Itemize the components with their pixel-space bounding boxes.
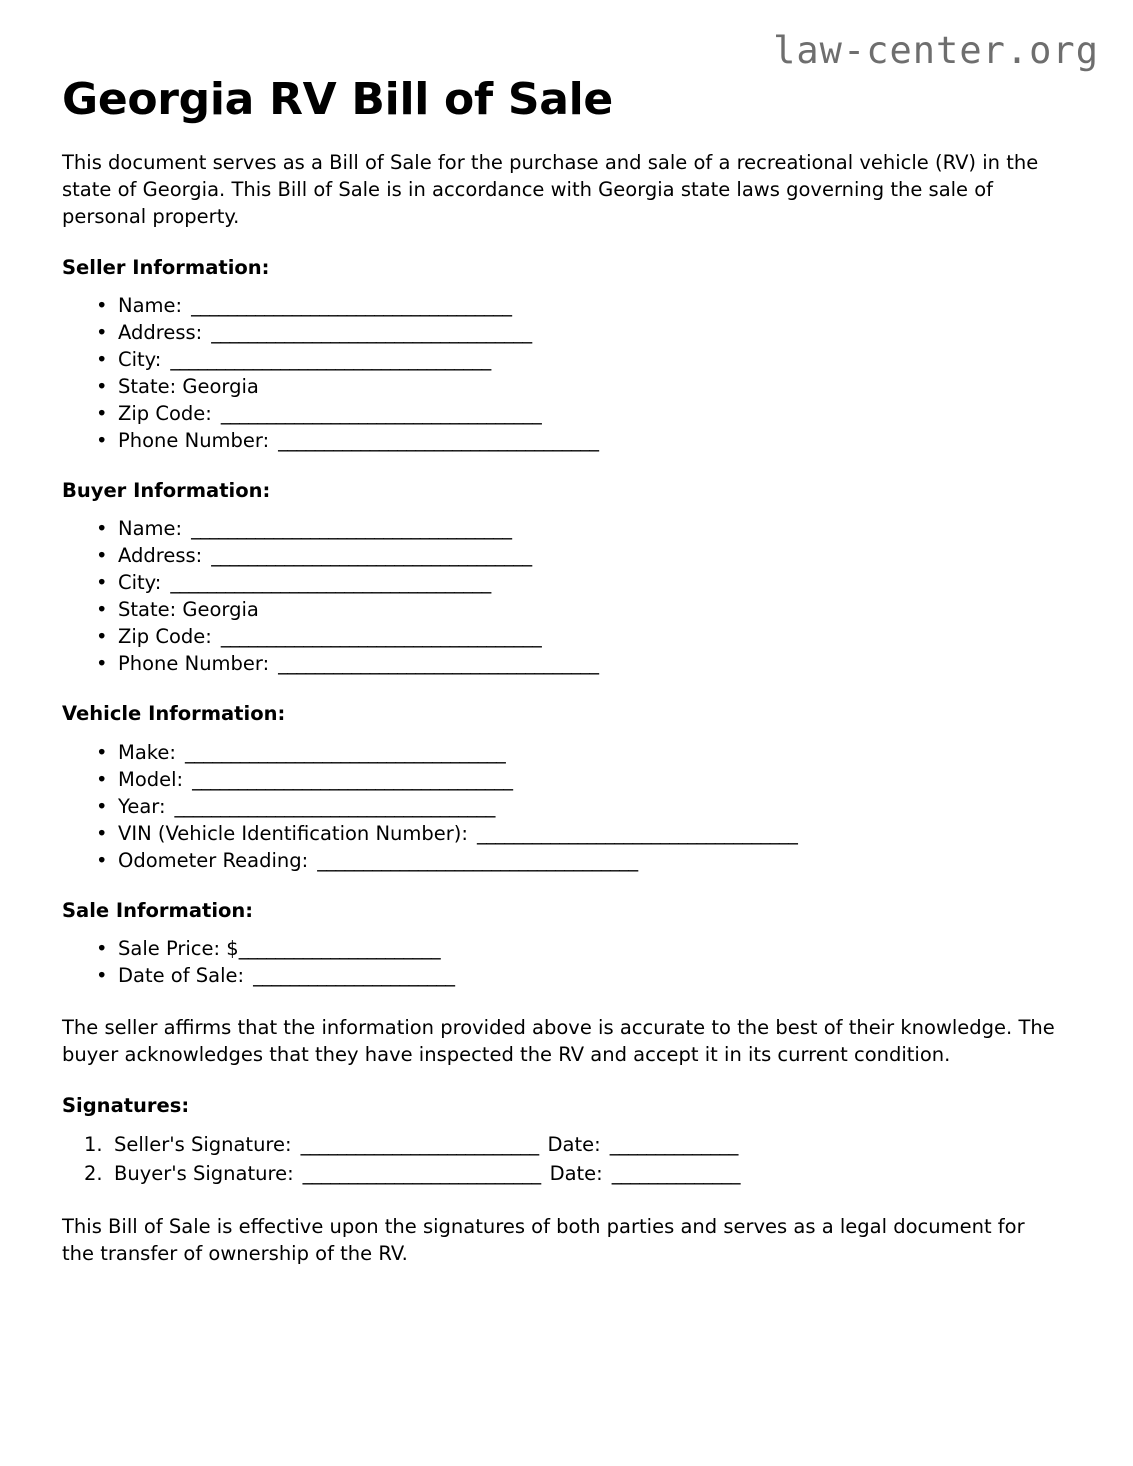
seller-information-heading: Seller Information:	[62, 255, 270, 279]
field-blank[interactable]: ______________________	[253, 964, 455, 988]
field-label: Date of Sale:	[118, 964, 245, 988]
date-blank[interactable]: ______________	[609, 1133, 738, 1157]
intro-paragraph: This document serves as a Bill of Sale for the purchase and sale of a recreational vehicle (RV) in the state of Georgia. This Bill of Sale is in accordance with Georgia state laws governing the sale of personal property.	[62, 151, 1039, 228]
bullet-icon: •	[96, 937, 108, 961]
field-label: Address:	[118, 321, 203, 345]
date-label: Date:	[549, 1162, 603, 1186]
field-label: Address:	[118, 544, 203, 568]
signature-blank[interactable]: __________________________	[302, 1162, 541, 1186]
bullet-icon: •	[96, 517, 108, 541]
field-label: City:	[118, 348, 162, 372]
bullet-icon: •	[96, 402, 108, 426]
field-blank[interactable]: ___________________________________	[220, 402, 542, 426]
signatures-list	[62, 1130, 1071, 1188]
field-label: State: Georgia	[118, 375, 259, 399]
bullet-icon: •	[96, 348, 108, 372]
bullet-icon: •	[96, 740, 108, 764]
list-item	[96, 650, 1071, 677]
list-item	[96, 346, 1071, 373]
list-item	[96, 542, 1071, 569]
page-title: Georgia RV Bill of Sale	[62, 74, 613, 125]
signature-label: Buyer's Signature:	[114, 1162, 294, 1186]
field-label: Odometer Reading:	[118, 848, 309, 872]
field-blank[interactable]: ___________________________________	[278, 652, 599, 676]
list-item	[96, 793, 1071, 820]
list-item	[96, 400, 1071, 427]
list-item	[96, 766, 1071, 793]
list-number: 1.	[84, 1133, 103, 1157]
list-item	[96, 623, 1071, 650]
field-label: State: Georgia	[118, 598, 259, 622]
closing-paragraph: This Bill of Sale is effective upon the signatures of both parties and serves as a legal document for the transfer of ownership of the RV.	[62, 1215, 1025, 1265]
bullet-icon: •	[96, 848, 108, 872]
field-label: Name:	[118, 517, 183, 541]
bullet-icon: •	[96, 375, 108, 399]
signatures-heading: Signatures:	[62, 1093, 190, 1117]
field-label: Zip Code:	[118, 402, 212, 426]
date-blank[interactable]: ______________	[611, 1162, 740, 1186]
field-blank[interactable]: ___________________________________	[476, 821, 798, 845]
field-label: Sale Price: $	[118, 937, 239, 961]
list-number: 2.	[84, 1162, 103, 1186]
buyer-information-list	[62, 515, 1071, 677]
field-blank[interactable]: ___________________________________	[192, 767, 513, 791]
list-item	[84, 1159, 1071, 1188]
vehicle-information-heading: Vehicle Information:	[62, 702, 286, 726]
bullet-icon: •	[96, 294, 108, 318]
affirmation-paragraph: The seller affirms that the information provided above is accurate to the best of their knowledge. The buyer acknowledges that they have inspected the RV and accept it in its current condition.	[62, 1016, 1055, 1066]
signature-blank[interactable]: __________________________	[300, 1133, 539, 1157]
sale-information-heading: Sale Information:	[62, 898, 254, 922]
list-item	[96, 292, 1071, 319]
seller-information-list	[62, 292, 1071, 454]
field-blank[interactable]: ___________________________________	[317, 848, 638, 872]
list-item	[96, 319, 1071, 346]
list-item	[96, 739, 1071, 766]
bullet-icon: •	[96, 429, 108, 453]
field-blank[interactable]: ___________________________________	[220, 625, 542, 649]
signature-label: Seller's Signature:	[114, 1133, 292, 1157]
sale-information-list	[62, 935, 1071, 989]
list-item	[96, 962, 1071, 989]
buyer-information-heading: Buyer Information:	[62, 479, 271, 503]
field-blank[interactable]: ___________________________________	[170, 348, 491, 372]
bullet-icon: •	[96, 625, 108, 649]
field-blank[interactable]: ___________________________________	[191, 517, 512, 541]
field-label: Phone Number:	[118, 429, 270, 453]
field-blank[interactable]: ___________________________________	[184, 740, 506, 764]
list-item	[96, 427, 1071, 454]
list-item	[96, 847, 1071, 874]
bullet-icon: •	[96, 544, 108, 568]
field-blank[interactable]: ___________________________________	[191, 294, 512, 318]
bullet-icon: •	[96, 767, 108, 791]
field-blank[interactable]: ___________________________________	[174, 794, 495, 818]
field-label: Year:	[118, 794, 166, 818]
list-item	[96, 596, 1071, 623]
list-item	[96, 373, 1071, 400]
vehicle-information-list	[62, 739, 1071, 874]
bullet-icon: •	[96, 598, 108, 622]
field-label: Zip Code:	[118, 625, 212, 649]
field-label: City:	[118, 571, 162, 595]
list-item	[96, 820, 1071, 847]
field-blank[interactable]: ___________________________________	[170, 571, 491, 595]
list-item	[96, 935, 1071, 962]
field-blank[interactable]: ___________________________________	[278, 429, 599, 453]
field-label: Model:	[118, 767, 184, 791]
list-item	[96, 515, 1071, 542]
list-item	[84, 1130, 1071, 1159]
bullet-icon: •	[96, 571, 108, 595]
list-item	[96, 569, 1071, 596]
site-watermark: law-center.org	[773, 29, 1099, 72]
bullet-icon: •	[96, 821, 108, 845]
field-blank[interactable]: ___________________________________	[211, 321, 532, 345]
field-label: Make:	[118, 740, 176, 764]
field-blank[interactable]: ______________________	[238, 937, 440, 961]
field-label: Phone Number:	[118, 652, 270, 676]
bullet-icon: •	[96, 964, 108, 988]
date-label: Date:	[547, 1133, 601, 1157]
bullet-icon: •	[96, 321, 108, 345]
field-blank[interactable]: ___________________________________	[211, 544, 532, 568]
bullet-icon: •	[96, 652, 108, 676]
field-label: VIN (Vehicle Identification Number):	[118, 821, 468, 845]
field-label: Name:	[118, 294, 183, 318]
bullet-icon: •	[96, 794, 108, 818]
